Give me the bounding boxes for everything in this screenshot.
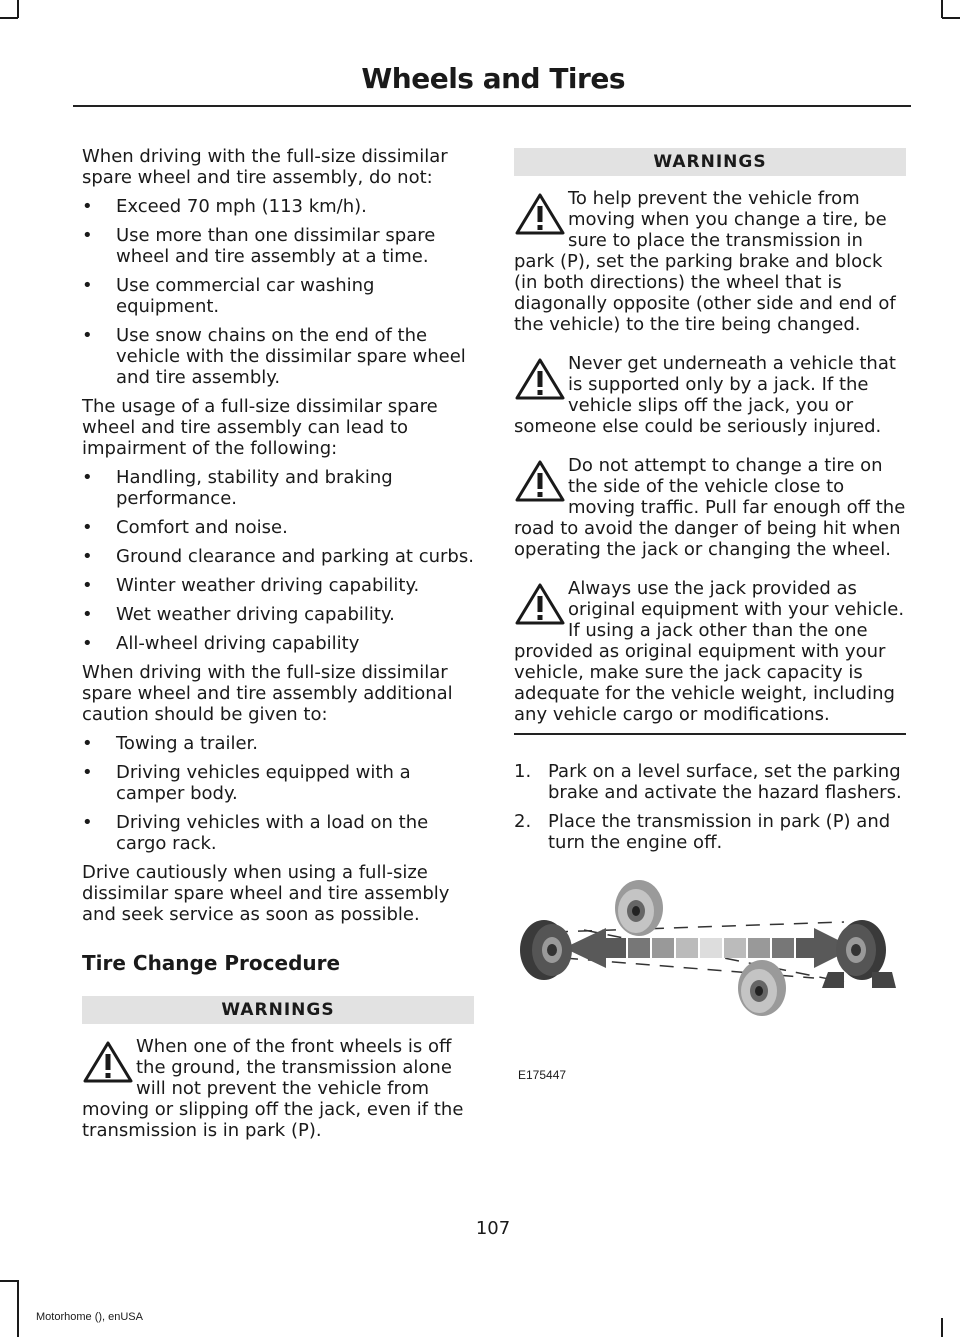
warning-item bbox=[514, 578, 906, 725]
list-item: • Use more than one dissimilar spare wheel and tire assembly at a time. bbox=[82, 225, 474, 267]
impairment-list bbox=[82, 467, 474, 654]
warning-text: When one of the front wheels is off the ground, the transmission alone will not prevent the vehicle from moving or slipping off the jack, even if the transmission is in park (P). bbox=[82, 1036, 464, 1141]
page-title: Wheels and Tires bbox=[361, 62, 625, 95]
warning-text: Do not attempt to change a tire on the side of the vehicle close to moving traffic. Pull far enough off the road to avoid the danger of being hit when operating the jack or changing the wheel. bbox=[514, 455, 906, 560]
crop-mark bbox=[17, 0, 19, 18]
arrow-bar bbox=[564, 928, 854, 968]
warnings-end-divider bbox=[514, 733, 906, 735]
section-heading: Tire Change Procedure bbox=[82, 951, 341, 975]
left-column bbox=[82, 146, 474, 1159]
procedure-steps bbox=[514, 761, 906, 853]
warning-triangle-icon bbox=[514, 192, 566, 236]
warning-triangle-icon bbox=[82, 1040, 134, 1084]
list-item: • Handling, stability and braking performance. bbox=[82, 467, 474, 509]
figure-code: E175447 bbox=[518, 1068, 567, 1082]
tire-icon bbox=[738, 960, 786, 1016]
tire-icon bbox=[520, 920, 572, 980]
paragraph: When driving with the full-size dissimilar spare wheel and tire assembly, do not: bbox=[82, 146, 448, 188]
header-divider bbox=[73, 105, 911, 107]
step-number: 1. bbox=[514, 761, 532, 782]
paragraph: The usage of a full-size dissimilar spare wheel and tire assembly can lead to impairment of the following: bbox=[82, 396, 438, 459]
crop-mark bbox=[0, 1280, 18, 1282]
list-item: • Exceed 70 mph (113 km/h). bbox=[82, 196, 474, 217]
tire-icon bbox=[615, 880, 663, 936]
list-item: • Driving vehicles equipped with a camper body. bbox=[82, 762, 474, 804]
step-text: Place the transmission in park (P) and turn the engine off. bbox=[548, 811, 891, 853]
warning-item bbox=[82, 1036, 474, 1141]
right-column bbox=[514, 148, 906, 861]
crop-mark bbox=[941, 1318, 943, 1337]
warnings-heading: WARNINGS bbox=[82, 996, 474, 1024]
list-item: • All-wheel driving capability bbox=[82, 633, 474, 654]
list-item: • Ground clearance and parking at curbs. bbox=[82, 546, 474, 567]
warning-triangle-icon bbox=[514, 357, 566, 401]
warning-triangle-icon bbox=[514, 582, 566, 626]
crop-mark bbox=[942, 17, 960, 19]
warning-item bbox=[514, 455, 906, 560]
page-number: 107 bbox=[475, 1218, 511, 1239]
warning-item bbox=[514, 188, 906, 335]
crop-mark bbox=[941, 0, 943, 18]
document-id: Motorhome (), enUSA bbox=[36, 1311, 143, 1323]
list-item: • Wet weather driving capability. bbox=[82, 604, 474, 625]
paragraph: When driving with the full-size dissimilar spare wheel and tire assembly additional caution should be given to: bbox=[82, 662, 453, 725]
crop-mark bbox=[17, 1280, 19, 1337]
list-item: • Driving vehicles with a load on the cargo rack. bbox=[82, 812, 474, 854]
do-not-list bbox=[82, 196, 474, 388]
warning-text: To help prevent the vehicle from moving when you change a tire, be sure to place the transmission in park (P), set the parking brake and block (in both directions) the wheel that is diagonally opposite (other side and end of the vehicle) to the tire being changed. bbox=[514, 188, 896, 335]
warning-triangle-icon bbox=[514, 459, 566, 503]
step-item bbox=[514, 761, 906, 803]
step-text: Park on a level surface, set the parking brake and activate the hazard flashers. bbox=[548, 761, 902, 803]
step-number: 2. bbox=[514, 811, 532, 832]
list-item: • Comfort and noise. bbox=[82, 517, 474, 538]
caution-list bbox=[82, 733, 474, 854]
warning-text: Always use the jack provided as original equipment with your vehicle. If using a jack other than the one provided as original equipment with your vehicle, make sure the jack capacity is adequate for the vehicle weight, including any vehicle cargo or modifications. bbox=[514, 578, 905, 725]
warning-text: Never get underneath a vehicle that is supported only by a jack. If the vehicle slips off the jack, you or someone else could be seriously injured. bbox=[514, 353, 896, 437]
list-item: • Winter weather driving capability. bbox=[82, 575, 474, 596]
list-item: • Towing a trailer. bbox=[82, 733, 474, 754]
wheel-block-diagram bbox=[514, 870, 906, 1090]
list-item: • Use snow chains on the end of the vehicle with the dissimilar spare wheel and tire assembly. bbox=[82, 325, 474, 388]
warnings-heading: WARNINGS bbox=[514, 148, 906, 176]
step-item bbox=[514, 811, 906, 853]
warning-item bbox=[514, 353, 906, 437]
paragraph: Drive cautiously when using a full-size dissimilar spare wheel and tire assembly and seek service as soon as possible. bbox=[82, 862, 450, 925]
list-item: • Use commercial car washing equipment. bbox=[82, 275, 474, 317]
crop-mark bbox=[0, 17, 18, 19]
